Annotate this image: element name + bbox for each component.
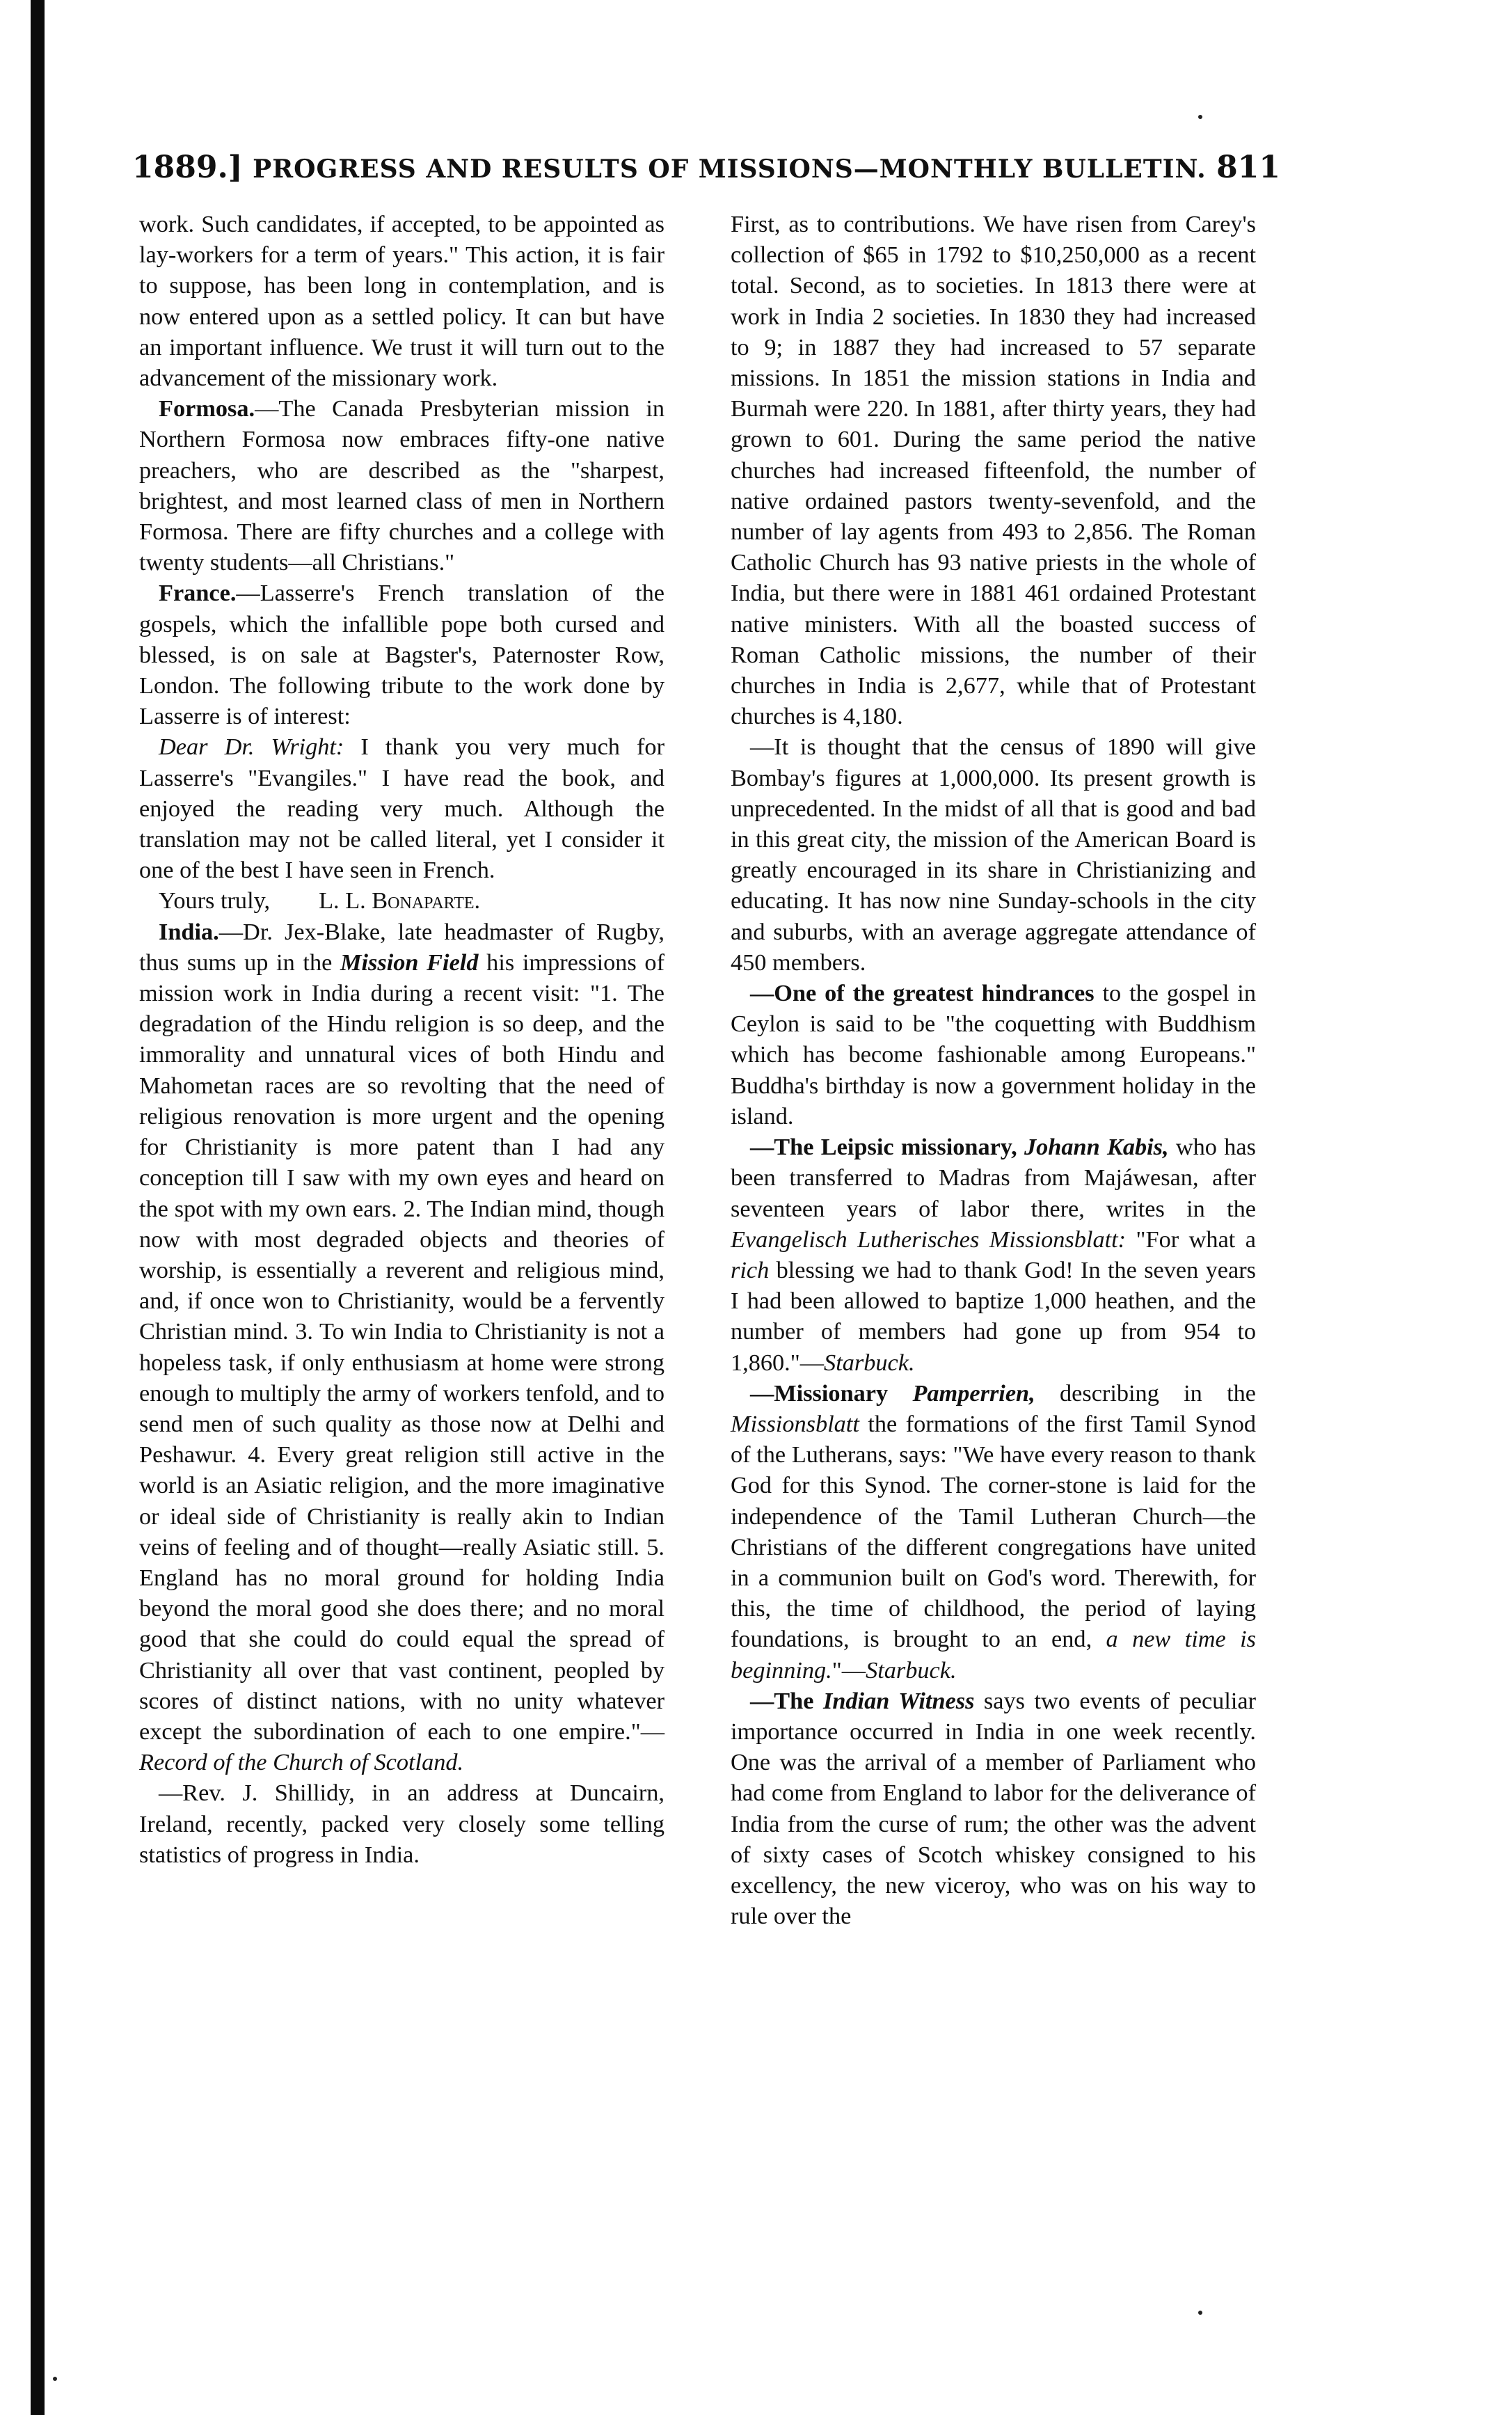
citation-starbuck: Starbuck. xyxy=(824,1349,915,1376)
citation-record: Record of the Church of Scotland. xyxy=(139,1749,464,1776)
text-formosa: —The Canada Presbyterian mission in Northern Formosa now embraces fifty-one native preachers, who are described as the "sharpest, brightest, and most learned class of men in Northern Formosa. There are fifty churches and a college with twenty students—all Christians." xyxy=(139,395,665,576)
paragraph-formosa xyxy=(139,393,665,578)
paragraph-bombay: —It is thought that the census of 1890 will give Bombay's figures at 1,000,000. Its present growth is unprecedented. In the midst of all that is good and bad in this great city, the mission of the American Board is greatly encouraged in its share in Christianizing and educating. It has now nine Sunday-schools in the city and suburbs, with an average aggregate attendance of 450 members. xyxy=(731,734,1256,976)
left-column xyxy=(139,209,665,1870)
source-mission-field: Mission Field xyxy=(340,949,479,976)
text-indian-witness: says two events of peculiar importance occurred in India in one week recently. One was the arrival of a member of Parliament who had come from England to labor for the deliverance of India from the curse of rum; the other was the advent of sixty cases of Scotch whiskey consigned to his excellency, the new viceroy, who was on his way to rule over the xyxy=(731,1687,1257,1930)
text-kabis-c: blessing we had to thank God! In the seven years I had been allowed to baptize 1,000 heathen, and the number of members had gone up from 954 to 1,860."— xyxy=(731,1256,1256,1376)
citation-starbuck-2: Starbuck. xyxy=(866,1656,957,1684)
text-pamperrien-c: "— xyxy=(831,1656,866,1684)
paragraph-india xyxy=(139,917,665,1778)
text-kabis-b: "For what a xyxy=(1126,1226,1256,1253)
lead-ceylon: —One of the greatest hindrances xyxy=(750,980,1095,1007)
signoff-name: L. L. Bonaparte. xyxy=(319,887,481,914)
paragraph-shillidy: —Rev. J. Shillidy, in an address at Duncairn, Ireland, recently, packed very closely some telling statistics of progress in India. xyxy=(139,1780,665,1868)
running-header xyxy=(132,150,1280,191)
text-pamperrien-b: the formations of the first Tamil Synod of the Lutherans, says: "We have every reason to thank God for this Synod. The corner-stone is laid for the independence of the Tamil Lutheran Church—the Christians of the different congregations have united in a communion built on God's word. Therewith, for this, the time of childhood, the period of laying foundations, is brought to an end, xyxy=(731,1410,1256,1653)
lead-kabis: —The Leipsic missionary, xyxy=(750,1134,1024,1161)
paragraph-indian-witness xyxy=(731,1686,1256,1932)
scan-speck xyxy=(1198,115,1202,119)
letter-text: I thank you very much for Lasserre's "Evangiles." I have read the book, and enjoyed the reading very much. Although the translation may not be called literal, yet I consider it one of the best I have seen in French. xyxy=(139,734,665,884)
header-year: 1889.] xyxy=(132,150,243,185)
text-pamperrien-a: describing in the xyxy=(1035,1379,1256,1407)
text-france: —Lasserre's French translation of the gospels, which the infallible pope both cursed and blessed, is on sale at Bagster's, Paternoster Row, London. The following tribute to the work done by Lasserre is of interest: xyxy=(139,580,665,730)
scan-speck xyxy=(1198,2311,1202,2315)
header-title: PROGRESS AND RESULTS OF MISSIONS—MONTHLY BULLETIN. xyxy=(253,155,1207,184)
paragraph-pamperrien xyxy=(731,1378,1256,1686)
lead-indian-witness: —The xyxy=(750,1687,823,1714)
page-number: 811 xyxy=(1216,150,1280,185)
heading-formosa: Formosa. xyxy=(159,395,255,422)
paragraph-letter xyxy=(139,731,665,885)
paragraph-statistics: First, as to contributions. We have risen from Carey's collection of $65 in 1792 to $10,250,000 as a recent total. Second, as to societies. In 1813 there were at work in India 2 societies. In 1830 they had increased to 9; in 1887 they had increased to 57 separate missions. In 1851 the mission stations in India and Burmah were 220. In 1881, after thirty years, they had grown to 601. During the same period the native churches had increased fifteenfold, the number of native ordained pastors twenty-sevenfold, and the number of lay agents from 493 to 2,856. The Roman Catholic Church has 93 native priests in the whole of India, but there were in 1881 461 ordained Protestant native ministers. With all the boasted success of Roman Catholic missions, the number of their churches in India is 2,677, while that of Protestant churches is 4,180. xyxy=(731,211,1256,730)
name-pamperrien: Pamperrien, xyxy=(912,1379,1035,1407)
emphasis-rich: rich xyxy=(731,1256,770,1283)
text-ceylon: to the gospel in Ceylon is said to be "the coquetting with Buddhism which has become fashionable among Europeans." Buddha's birthday is now a government holiday in the island. xyxy=(731,980,1256,1130)
paragraph-france xyxy=(139,578,665,731)
emphasis-new-time: a new time is beginning. xyxy=(731,1626,1257,1684)
right-column xyxy=(731,209,1256,1931)
scan-edge xyxy=(31,0,45,2415)
signoff-closing: Yours truly, xyxy=(159,887,271,914)
source-missionsblatt: Evangelisch Lutherisches Missionsblatt: xyxy=(731,1226,1127,1253)
paragraph-continuation: work. Such candidates, if accepted, to be appointed as lay-workers for a term of years." This action, it is fair to suppose, has been long in contemplation, and is now entered upon as a settled policy. It can but have an important influence. We trust it will turn out to the advancement of the missionary work. xyxy=(139,211,665,392)
scan-speck xyxy=(53,2377,57,2381)
lead-pamperrien: —Missionary xyxy=(750,1379,913,1407)
name-kabis: Johann Kabis, xyxy=(1024,1134,1169,1161)
heading-india: India. xyxy=(159,918,219,945)
source-indian-witness: Indian Witness xyxy=(822,1687,975,1714)
letter-signoff xyxy=(139,885,665,916)
text-india-b: his impressions of mission work in India during a recent visit: "1. The degradation of the Hindu religion is so deep, and the immorality and unnatural vices of both Hindu and Mahometan races are so revolting that the need of religious renovation is more urgent and the opening for Christianity is more patent than I had any conception till I saw with my own eyes and heard on the spot with my own ears. 2. The Indian mind, though now with most degraded objects and theories of worship, is essentially a reverent and religious mind, and, if once won to Christianity, would be a fervently Christian mind. 3. To win India to Christianity is not a hopeless task, if only enthusiasm at home were strong enough to multiply the army of workers tenfold, and to send men of such quality as those now at Delhi and Peshawur. 4. Every great religion still active in the world is an Asiatic religion, and the more imaginative or ideal side of Christianity is really akin to Indian veins of feeling and of thought—really Asiatic still. 5. England has no moral ground for holding India beyond the moral good she does there; and no moral good that she could do could equal the spread of Christianity all over that vast continent, peopled by scores of distinct nations, with no unity whatever except the subordination of each to one empire."— xyxy=(139,949,665,1745)
letter-salutation: Dear Dr. Wright: xyxy=(159,734,344,761)
text-kabis-a: who has been transferred to Madras from Majáwesan, after seventeen years of labor there, writes in the xyxy=(731,1134,1256,1222)
paragraph-kabis xyxy=(731,1132,1256,1378)
source-missionsblatt-2: Missionsblatt xyxy=(731,1410,859,1437)
text-india-a: —Dr. Jex-Blake, late headmaster of Rugby, thus sums up in the xyxy=(139,918,665,976)
paragraph-ceylon xyxy=(731,978,1256,1132)
heading-france: France. xyxy=(159,580,237,607)
